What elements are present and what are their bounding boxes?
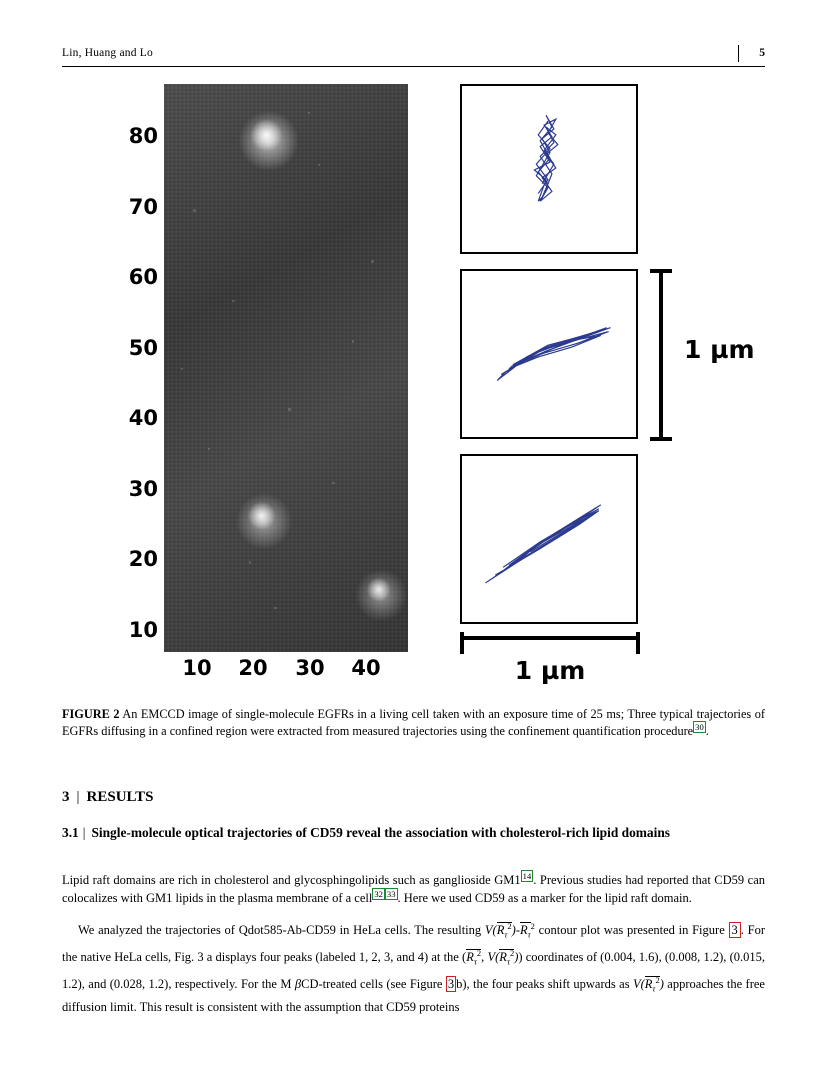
figure-caption-tail: .: [705, 723, 709, 738]
x-tick-10: 10: [182, 656, 212, 680]
section-number: 3: [62, 789, 70, 805]
p2-part-d: ) coordinates of (0.004, 1.6), (0.008, 1.2), (0.015, 1.2), and (0.028, 1.2), respectively. For the M: [62, 950, 766, 992]
trajectory-panel-2: [460, 269, 638, 439]
y-tick-30: 30: [128, 477, 158, 501]
p2-part-g: approaches the free diffusion limit. This result is consistent with the assumption that CD59 proteins: [62, 977, 765, 1014]
y-tick-20: 20: [128, 547, 158, 571]
scale-bar-line-horizontal: [460, 636, 638, 640]
figure-reference-3a[interactable]: 3: [729, 922, 741, 938]
figure-caption-text: An EMCCD image of single-molecule EGFRs in a living cell taken with an exposure time of 25 ms; Three typical trajectories of EGFRs diffusing in a confined region were extracted from measured trajectories using the confinement quantification procedure: [62, 707, 765, 738]
p1-part-b: . Previous studies had reported that CD59 can colocalizes with GM1 lipids in the plasma membrane of a cell: [62, 873, 766, 906]
x-tick-40: 40: [351, 656, 381, 680]
emccd-x-axis: [164, 658, 408, 688]
scale-cap-bottom: [650, 437, 672, 441]
section-heading: [62, 789, 154, 806]
running-head-rule: [62, 66, 765, 67]
subsection-heading: [62, 824, 765, 842]
running-head: [62, 47, 765, 67]
p1-part-a: Lipid raft domains are rich in cholesterol and glycosphingolipids such as ganglioside GM1: [62, 873, 521, 887]
trajectory-panels: [460, 84, 640, 639]
running-head-authors: Lin, Huang and Lo: [62, 47, 153, 59]
x-tick-30: 30: [295, 656, 325, 680]
section-separator: |: [76, 789, 80, 805]
y-tick-50: 50: [128, 336, 158, 360]
scale-label-horizontal: 1 µm: [514, 656, 586, 685]
p2-part-a: We analyzed the trajectories of Qdot585-Ab-CD59 in HeLa cells. The resulting: [78, 923, 485, 938]
trajectory-panel-1: [460, 84, 638, 254]
horizontal-scale-bar: [458, 632, 642, 692]
y-tick-70: 70: [128, 195, 158, 219]
page-number: 5: [759, 47, 765, 59]
p2-part-b: contour plot was presented in Figure: [534, 923, 729, 938]
citation-32[interactable]: 32: [374, 889, 383, 900]
math-expression-2: $R_\tau^2$, $V(R_\tau^2)$: [466, 947, 519, 967]
paragraph-1: [62, 871, 765, 908]
y-tick-40: 40: [128, 406, 158, 430]
trajectory-plot-3: [462, 456, 636, 622]
math-expression-1: $V(R_\tau^2)-R_\tau^2$: [484, 921, 535, 940]
y-tick-60: 60: [128, 265, 158, 289]
figure-caption: [62, 706, 765, 739]
paragraph-2: [62, 917, 765, 1016]
emccd-image-panel: [108, 80, 418, 680]
trajectory-panel-3: [460, 454, 638, 624]
running-head-divider: [738, 45, 739, 62]
p2-part-e: CD-treated cells (see Figure: [301, 977, 446, 992]
subsection-number: 3.1: [62, 825, 79, 840]
citation-14[interactable]: 14: [522, 870, 532, 881]
citation-33[interactable]: 33: [386, 889, 396, 900]
math-expression-3: $V(R_\tau^2)$: [632, 974, 664, 994]
scale-cap-right: [636, 632, 640, 654]
y-tick-10: 10: [128, 618, 158, 642]
figure-2: [62, 80, 765, 690]
section-title: RESULTS: [86, 789, 154, 805]
vertical-scale-bar: [650, 269, 770, 441]
subsection-separator: |: [82, 825, 86, 840]
trajectory-plot-2: [462, 271, 636, 437]
emccd-image: [164, 84, 408, 652]
scale-label-vertical: 1 µm: [684, 335, 755, 364]
beta-symbol: β: [294, 977, 302, 992]
emccd-y-axis: [108, 80, 158, 656]
x-tick-20: 20: [238, 656, 268, 680]
p1-part-c: . Here we used CD59 as a marker for the lipid raft domain.: [397, 891, 692, 906]
scale-bar-line-vertical: [659, 271, 663, 439]
trajectory-plot-1: [462, 86, 636, 252]
figure-reference-3b[interactable]: 3: [447, 977, 455, 992]
figure-caption-label: FIGURE 2: [62, 707, 120, 721]
p2-part-c: . For the native HeLa cells, Fig. 3 a displays four peaks (labeled 1, 2, 3, and 4) at the (: [62, 923, 765, 965]
citation-30[interactable]: 30: [695, 721, 704, 732]
p2-part-f: b), the four peaks shift upwards as: [456, 977, 633, 992]
subsection-title: Single-molecule optical trajectories of CD59 reveal the association with cholesterol-rich lipid domains: [91, 825, 671, 840]
y-tick-80: 80: [128, 124, 158, 148]
